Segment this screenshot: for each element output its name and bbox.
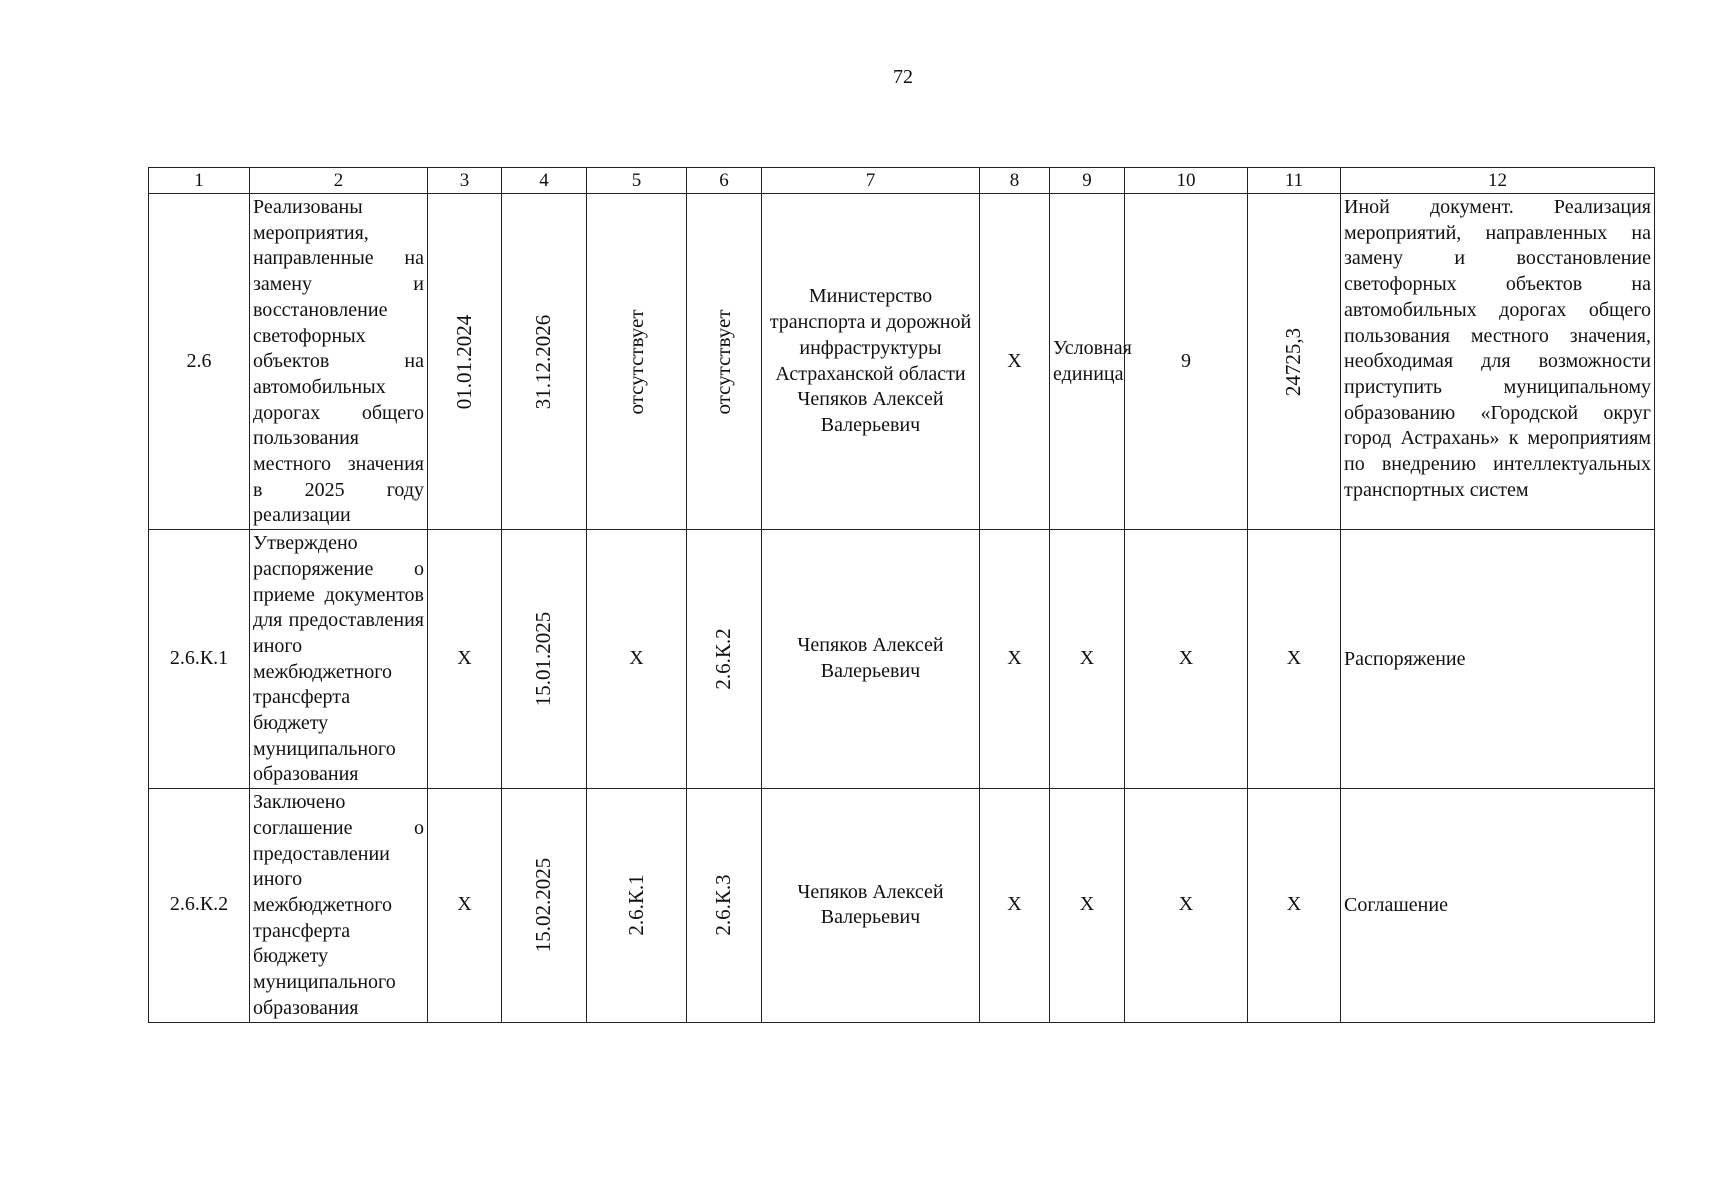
- unit: X: [1050, 789, 1125, 1022]
- column-number: 8: [980, 168, 1050, 194]
- column-number: 10: [1125, 168, 1248, 194]
- start-date: X: [428, 789, 502, 1022]
- amount-cell: [1248, 194, 1341, 530]
- value: X: [1125, 789, 1248, 1022]
- predecessor-cell: [587, 194, 687, 530]
- predecessor: X: [587, 530, 687, 789]
- value: X: [1125, 530, 1248, 789]
- result: Распоряжение: [1341, 530, 1655, 789]
- column-number: 11: [1248, 168, 1341, 194]
- start-date-cell: [428, 194, 502, 530]
- column-number: 12: [1341, 168, 1655, 194]
- amount: X: [1248, 530, 1341, 789]
- successor: 2.6.К.3: [711, 874, 736, 936]
- end-date: 15.01.2025: [531, 611, 556, 707]
- column-number: 9: [1050, 168, 1125, 194]
- column-number: 5: [587, 168, 687, 194]
- end-date-cell: [502, 530, 587, 789]
- end-date: 15.02.2025: [531, 858, 556, 953]
- col8-value: X: [980, 194, 1050, 530]
- column-number: 1: [149, 168, 250, 194]
- responsible: Министерство транспорта и дорожной инфраструктуры Астраханской области Чепяков Алексей Валерьевич: [762, 194, 980, 530]
- successor-cell: [687, 194, 762, 530]
- row-description: Заключено соглашение о предоставлении иного межбюджетного трансферта бюджету муниципального образования: [250, 789, 428, 1022]
- col8-value: X: [980, 530, 1050, 789]
- start-date: 01.01.2024: [451, 314, 476, 409]
- page-number: 72: [893, 66, 913, 88]
- plan-table: [148, 167, 1655, 1023]
- row-number: 2.6: [149, 194, 250, 530]
- table-row: [149, 194, 1655, 530]
- amount: 24725,3: [1281, 327, 1306, 396]
- row-number: 2.6.К.2: [149, 789, 250, 1022]
- predecessor-cell: [587, 789, 687, 1022]
- result: Соглашение: [1341, 789, 1655, 1022]
- table-row: [149, 789, 1655, 1022]
- end-date: 31.12.2026: [531, 314, 556, 409]
- result: Иной документ. Реализация мероприятий, направленных на замену и восстановление светофорных объектов на автомобильных дорогах общего пользования местного значения, необходимая для возможности приступить муниципальному образованию «Городской округ город Астрахань» к мероприятиям по внедрению интеллектуальных транспортных систем: [1341, 194, 1655, 530]
- amount: X: [1248, 789, 1341, 1022]
- end-date-cell: [502, 789, 587, 1022]
- successor-cell: [687, 789, 762, 1022]
- start-date: X: [428, 530, 502, 789]
- column-number: 3: [428, 168, 502, 194]
- successor-cell: [687, 530, 762, 789]
- unit: X: [1050, 530, 1125, 789]
- responsible: Чепяков Алексей Валерьевич: [762, 789, 980, 1022]
- column-number: 4: [502, 168, 587, 194]
- column-number-row: [149, 168, 1655, 194]
- row-description: Реализованы мероприятия, направленные на замену и восстановление светофорных объектов на автомобильных дорогах общего пользования местного значения в 2025 году реализации: [250, 194, 428, 530]
- column-number: 7: [762, 168, 980, 194]
- end-date-cell: [502, 194, 587, 530]
- predecessor: 2.6.К.1: [623, 874, 648, 936]
- responsible: Чепяков Алексей Валерьевич: [762, 530, 980, 789]
- row-description: Утверждено распоряжение о приеме документов для предоставления иного межбюджетного трансферта бюджету муниципального образования: [250, 530, 428, 789]
- predecessor: отсутствует: [623, 309, 648, 415]
- value: 9: [1125, 194, 1248, 530]
- successor: 2.6.К.2: [711, 628, 736, 690]
- col8-value: X: [980, 789, 1050, 1022]
- successor: отсутствует: [711, 309, 736, 415]
- table-row: [149, 530, 1655, 789]
- unit: Условная единица: [1050, 194, 1125, 530]
- row-number: 2.6.К.1: [149, 530, 250, 789]
- column-number: 6: [687, 168, 762, 194]
- column-number: 2: [250, 168, 428, 194]
